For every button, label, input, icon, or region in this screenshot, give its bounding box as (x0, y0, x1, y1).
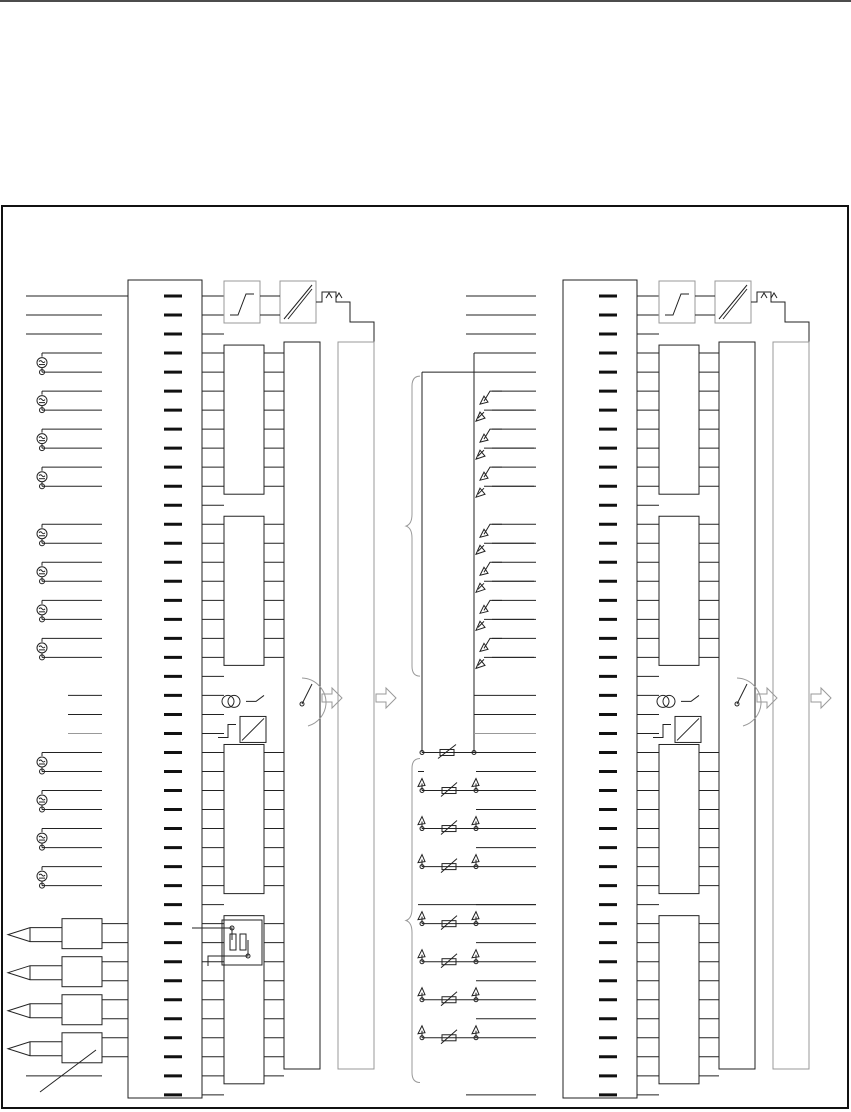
output-arrow-icon (376, 688, 396, 708)
switch-icon (246, 695, 264, 701)
step-symbol (230, 294, 254, 315)
shield-slash (40, 1050, 96, 1092)
cjc-resistor-icon (240, 934, 246, 950)
conditioning-module (659, 916, 699, 1084)
conditioning-module (659, 516, 699, 665)
signal-conditioner-icon (224, 281, 260, 323)
ac-source-icon (37, 643, 47, 653)
cjc-block (222, 920, 262, 965)
conditioning-module (224, 345, 264, 494)
ac-wave (39, 836, 45, 838)
data-bus-column (338, 342, 374, 1069)
rtd-slash (441, 1030, 457, 1044)
ac-source-icon (37, 605, 47, 615)
ac-wave (39, 798, 45, 800)
ac-wave (39, 874, 45, 876)
data-bus-column (773, 342, 809, 1069)
ac-wave (39, 532, 45, 534)
thermocouple-probe-icon (8, 1042, 62, 1056)
pot-arrow-icon (476, 583, 485, 592)
outer-frame (2, 206, 848, 1108)
step-symbol (665, 294, 689, 315)
ac-wave (39, 475, 45, 477)
pot-arrow-icon (476, 659, 485, 668)
converter-slash (719, 285, 747, 319)
conditioning-module (659, 744, 699, 893)
thermocouple-body-icon (62, 919, 102, 949)
ac-source-icon (37, 358, 47, 368)
rtd-slash (441, 783, 457, 797)
pot-arrow-icon (476, 412, 485, 421)
ac-wave (39, 399, 45, 401)
rtd-slash (441, 916, 457, 930)
step-symbol (218, 724, 236, 737)
ac-wave (39, 437, 45, 439)
conditioning-module (659, 345, 699, 494)
ac-source-icon (37, 434, 47, 444)
ac-source-icon (37, 472, 47, 482)
conditioning-module (224, 516, 264, 665)
relay-wire (777, 302, 809, 342)
thermocouple-body-icon (62, 1033, 102, 1063)
thermocouple-body-icon (62, 995, 102, 1025)
ac-source-icon (37, 757, 47, 767)
cjc-wire (192, 928, 232, 940)
diagram-content (8, 280, 831, 1098)
pot-arrow-icon (476, 488, 485, 497)
relay-marks (761, 293, 777, 298)
converter-slash (242, 718, 264, 740)
converter-slash (723, 289, 747, 319)
ac-wave (39, 608, 45, 610)
terminal-strip (563, 280, 637, 1098)
output-arrow-icon (811, 688, 831, 708)
cjc-resistor-icon (230, 934, 236, 950)
ac-wave (39, 760, 45, 762)
rtd-slash (441, 859, 457, 873)
ac-source-icon (37, 871, 47, 881)
ac-wave (39, 646, 45, 648)
thermocouple-body-icon (62, 957, 102, 987)
rtd-slash (441, 992, 457, 1006)
conditioning-module (224, 744, 264, 893)
mux-wiper (737, 684, 747, 704)
pot-arrow-icon (476, 621, 485, 630)
relay-marks (326, 293, 342, 298)
signal-conditioner-icon (659, 281, 695, 323)
thermocouple-probe-icon (8, 966, 62, 980)
ac-wave (39, 361, 45, 363)
pot-arrow-icon (476, 450, 485, 459)
pot-arrow-icon (476, 545, 485, 554)
ac-source-icon (37, 529, 47, 539)
rtd-slash (438, 744, 456, 758)
ac-source-icon (37, 795, 47, 805)
thermocouple-probe-icon (8, 928, 62, 942)
rtd-lead-line (418, 772, 536, 905)
ac-source-icon (37, 396, 47, 406)
thermocouple-probe-icon (8, 1004, 62, 1018)
ac-wave (39, 570, 45, 572)
input-brace (406, 376, 420, 676)
converter-slash (677, 718, 699, 740)
output-arrow-icon (322, 688, 342, 708)
ac-source-icon (37, 833, 47, 843)
terminal-strip (128, 280, 202, 1098)
relay-wire (342, 302, 374, 342)
ac-source-icon (37, 567, 47, 577)
rtd-slash (441, 954, 457, 968)
converter-slash (288, 289, 312, 319)
step-symbol (653, 724, 671, 737)
switch-icon (681, 695, 699, 701)
rtd-slash (441, 821, 457, 835)
converter-slash (284, 285, 312, 319)
mux-wiper (302, 684, 312, 704)
output-arrow-icon (757, 688, 777, 708)
